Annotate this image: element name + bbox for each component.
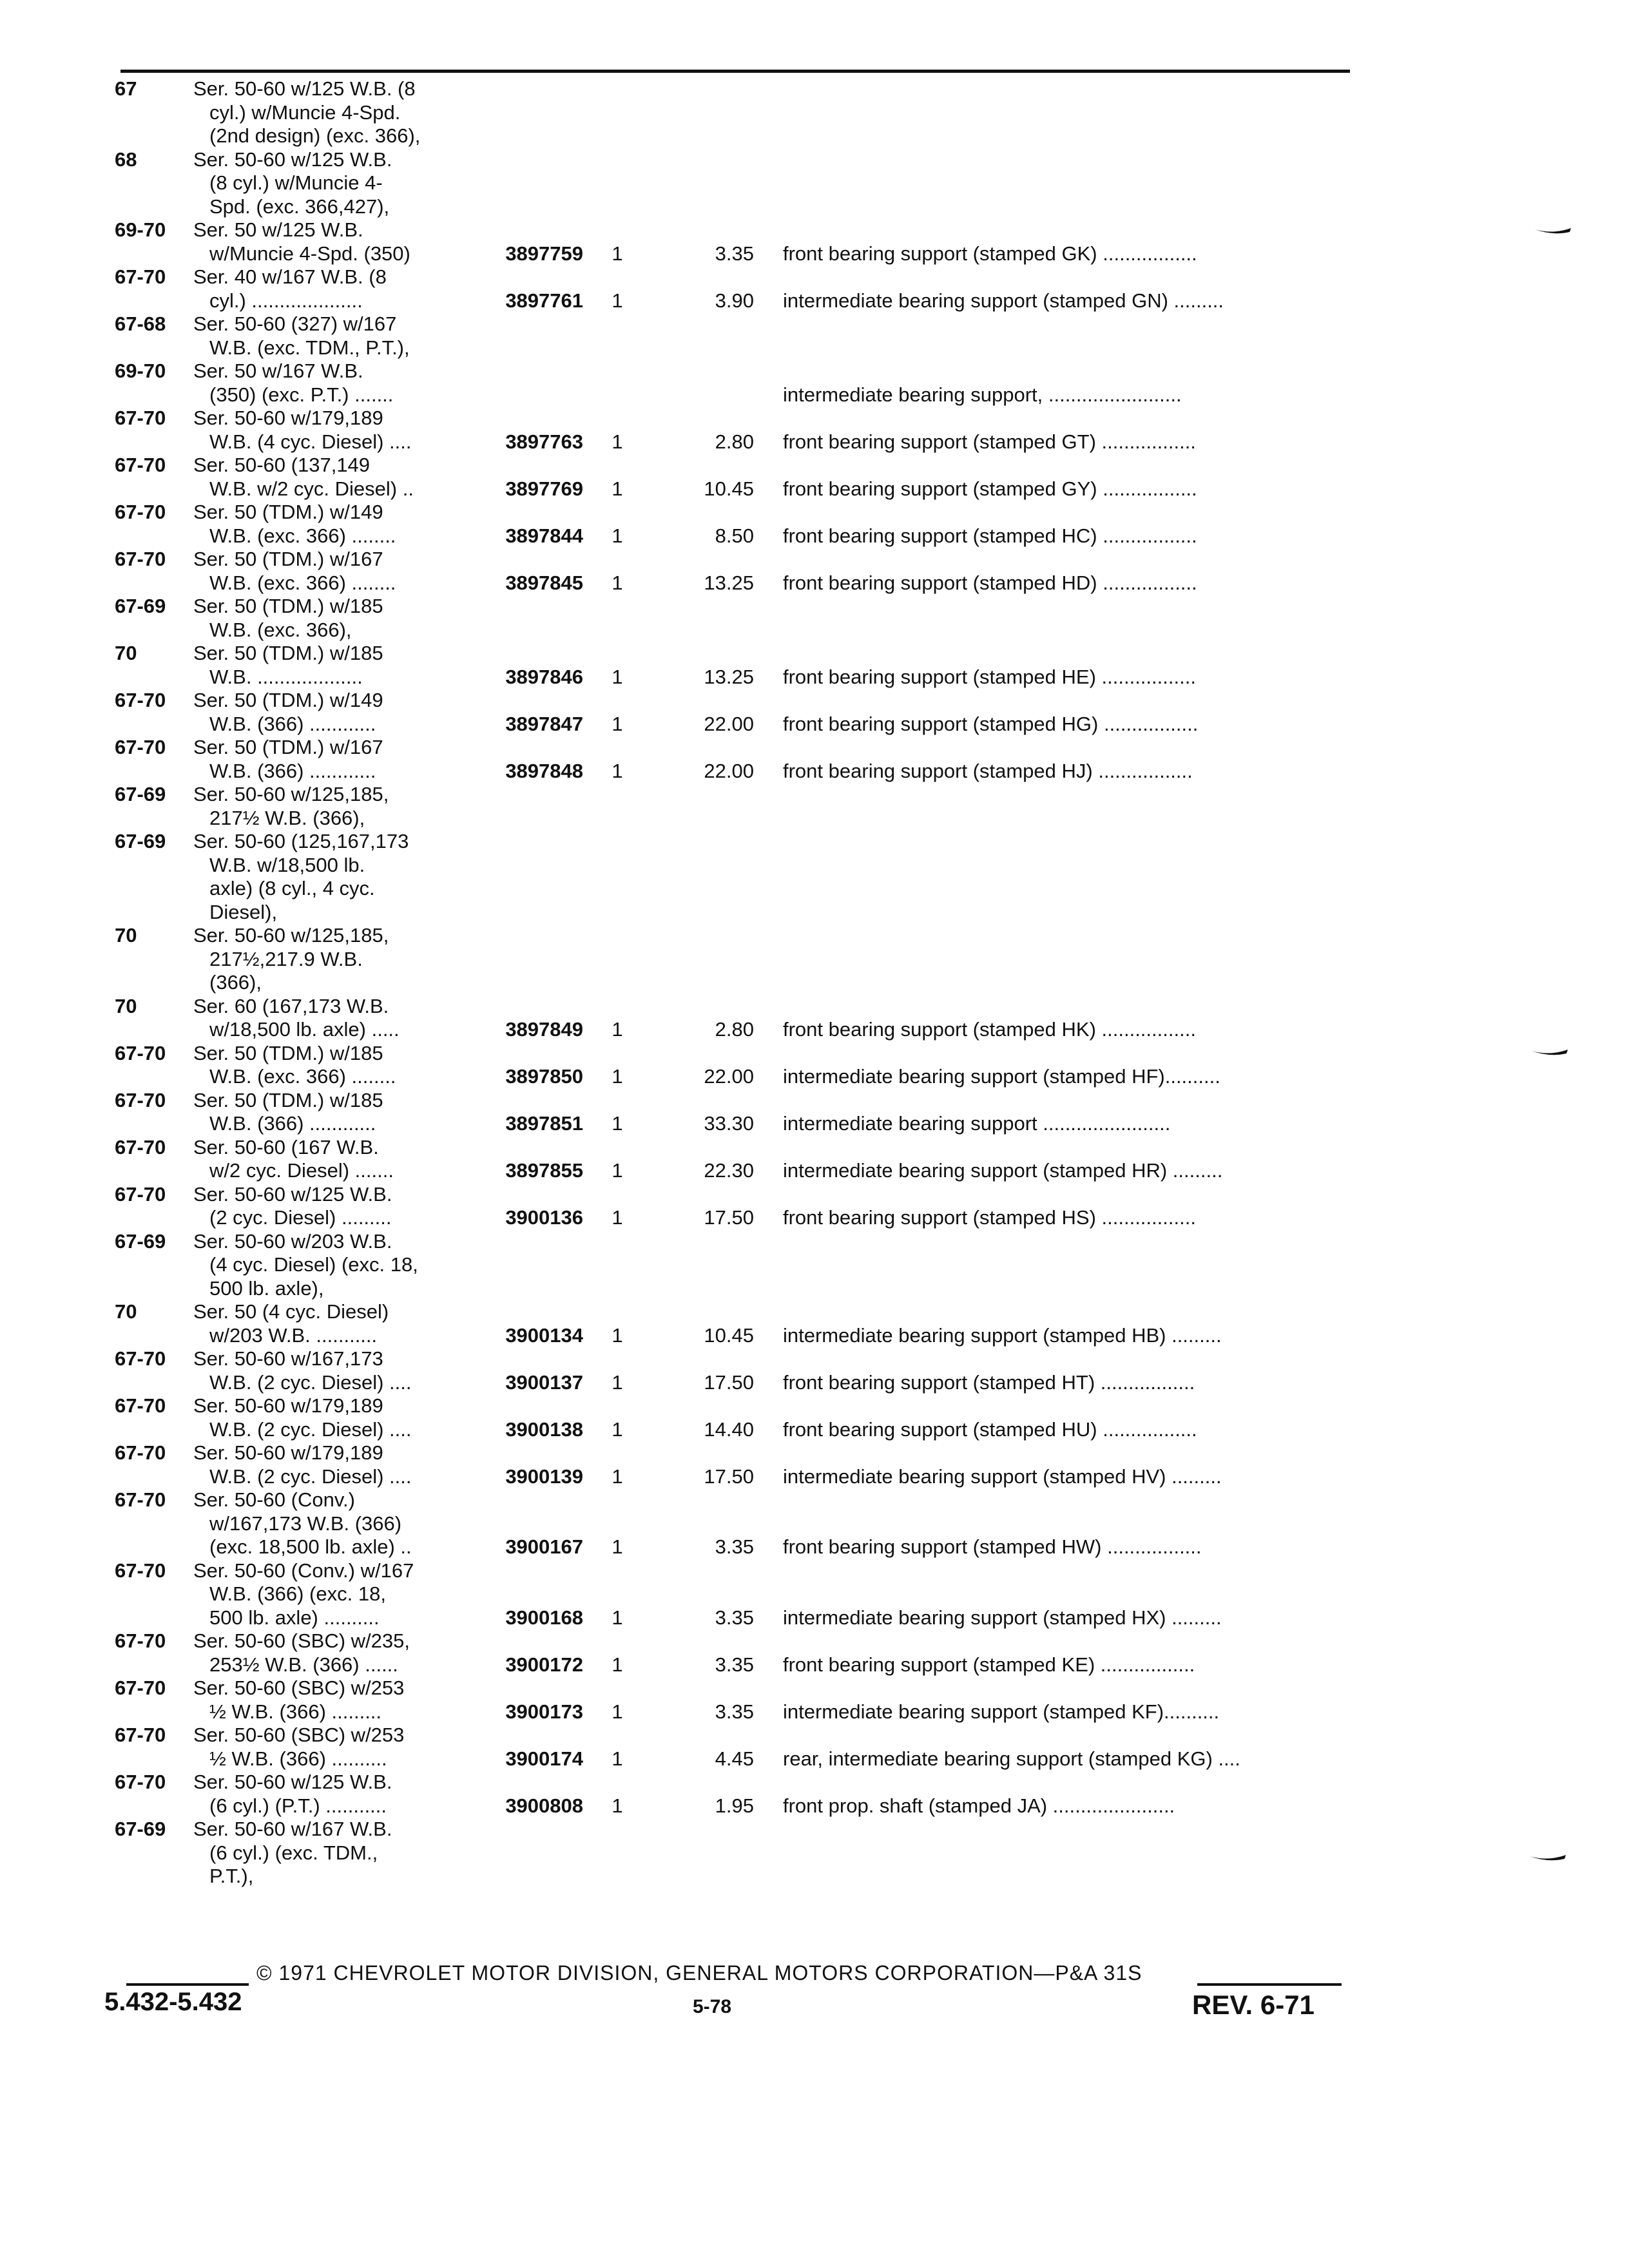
price: 22.00 xyxy=(704,712,754,735)
table-row xyxy=(0,829,1629,854)
application-description: W.B. (exc. 366) ........ xyxy=(209,1065,396,1088)
model-years: 67-70 xyxy=(115,548,166,570)
table-row xyxy=(0,687,1629,713)
quantity: 1 xyxy=(612,289,623,312)
model-years: 67-70 xyxy=(115,454,166,476)
application-description: Ser. 50-60 w/125,185, xyxy=(193,924,389,947)
price: 22.00 xyxy=(704,759,754,782)
quantity: 1 xyxy=(612,1535,623,1558)
application-description: Spd. (exc. 366,427), xyxy=(209,195,390,218)
application-description: Ser. 50 (TDM.) w/167 xyxy=(193,736,383,758)
footer-rule-right xyxy=(1197,1983,1342,1986)
margin-mark xyxy=(1530,1048,1569,1057)
price: 3.35 xyxy=(715,1700,754,1723)
application-description: W.B. ................... xyxy=(209,665,363,688)
model-years: 67-70 xyxy=(115,265,166,288)
price: 3.35 xyxy=(715,1606,754,1629)
part-name: front bearing support (stamped HS) ................. xyxy=(783,1206,1196,1229)
footer-page-number: 5-78 xyxy=(693,1996,732,2017)
table-row xyxy=(0,1840,1629,1866)
price: 22.30 xyxy=(704,1159,754,1182)
part-name: front bearing support (stamped HT) ................. xyxy=(783,1370,1195,1394)
model-years: 67-69 xyxy=(115,1818,166,1840)
table-row xyxy=(0,100,1629,126)
table-row xyxy=(0,852,1629,878)
part-number: 3900139 xyxy=(505,1465,583,1488)
quantity: 1 xyxy=(612,665,623,688)
table-row xyxy=(0,664,1629,690)
price: 13.25 xyxy=(704,665,754,688)
part-number: 3897763 xyxy=(505,430,583,453)
part-number: 3897846 xyxy=(505,665,583,688)
application-description: Ser. 50-60 w/179,189 xyxy=(193,407,383,429)
part-number: 3900137 xyxy=(505,1370,583,1394)
application-description: w/167,173 W.B. (366) xyxy=(209,1512,402,1535)
application-description: W.B. (366) (exc. 18, xyxy=(209,1582,386,1605)
model-years: 67-70 xyxy=(115,1771,166,1793)
price: 10.45 xyxy=(704,1323,754,1347)
table-row xyxy=(0,429,1629,455)
model-years: 67-70 xyxy=(115,1559,166,1582)
application-description: Ser. 50-60 w/125 W.B. xyxy=(193,1771,392,1793)
price: 17.50 xyxy=(704,1465,754,1488)
application-description: Ser. 50-60 w/125 W.B. (8 xyxy=(193,77,416,100)
price: 3.35 xyxy=(715,1535,754,1558)
part-number: 3900172 xyxy=(505,1653,583,1676)
application-description: (exc. 18,500 lb. axle) .. xyxy=(209,1535,412,1558)
part-name: front bearing support (stamped GK) ................. xyxy=(783,242,1197,265)
table-row xyxy=(0,1205,1629,1231)
application-description: W.B. (366) ............ xyxy=(209,712,376,735)
application-description: Ser. 50-60 (SBC) w/253 xyxy=(193,1677,405,1699)
table-row xyxy=(0,405,1629,431)
table-row xyxy=(0,1511,1629,1537)
application-description: axle) (8 cyl., 4 cyc. xyxy=(209,877,375,899)
table-row xyxy=(0,1487,1629,1513)
application-description: Ser. 50 (4 cyc. Diesel) xyxy=(193,1300,389,1323)
application-description: W.B. (exc. 366) ........ xyxy=(209,571,396,594)
part-name: front bearing support (stamped HW) ................. xyxy=(783,1535,1202,1558)
model-years: 67-70 xyxy=(115,1088,166,1111)
part-number: 3900808 xyxy=(505,1794,583,1817)
application-description: w/2 cyc. Diesel) ....... xyxy=(209,1159,394,1182)
footer-rule-left xyxy=(126,1983,249,1986)
footer-section-number: 5.432-5.432 xyxy=(104,1988,242,2016)
margin-mark xyxy=(1534,227,1572,236)
model-years: 67-69 xyxy=(115,1229,166,1253)
application-description: Ser. 50-60 w/125 W.B. xyxy=(193,1182,392,1206)
table-row xyxy=(0,758,1629,784)
application-description: cyl.) w/Muncie 4-Spd. xyxy=(209,101,401,124)
table-row xyxy=(0,476,1629,502)
application-description: W.B. (4 cyc. Diesel) .... xyxy=(209,430,412,453)
application-description: Ser. 50-60 w/167 W.B. xyxy=(193,1818,392,1840)
application-description: (8 cyl.) w/Muncie 4- xyxy=(209,171,383,194)
application-description: W.B. (366) ............ xyxy=(209,1112,376,1135)
table-row xyxy=(0,1417,1629,1443)
table-row xyxy=(0,1440,1629,1466)
application-description: Diesel), xyxy=(209,900,278,923)
table-row xyxy=(0,264,1629,290)
application-description: Ser. 50-60 (SBC) w/235, xyxy=(193,1629,410,1652)
table-row xyxy=(0,711,1629,737)
application-description: W.B. w/2 cyc. Diesel) .. xyxy=(209,477,414,500)
application-description: W.B. (2 cyc. Diesel) .... xyxy=(209,1418,412,1441)
table-row xyxy=(0,1346,1629,1372)
model-years: 67-70 xyxy=(115,736,166,758)
model-years: 67-70 xyxy=(115,1394,166,1417)
model-years: 67-69 xyxy=(115,830,166,852)
application-description: 253½ W.B. (366) ...... xyxy=(209,1653,398,1676)
price: 17.50 xyxy=(704,1206,754,1229)
table-row xyxy=(0,782,1629,807)
quantity: 1 xyxy=(612,1112,623,1135)
application-description: Ser. 50-60 (Conv.) xyxy=(193,1488,355,1511)
model-years: 67-70 xyxy=(115,501,166,523)
quantity: 1 xyxy=(612,1018,623,1041)
price: 3.35 xyxy=(715,242,754,265)
table-row xyxy=(0,994,1629,1019)
part-name: intermediate bearing support (stamped HV) ......... xyxy=(783,1465,1222,1488)
part-name: intermediate bearing support (stamped KF).......... xyxy=(783,1700,1220,1723)
application-description: Ser. 50 (TDM.) w/185 xyxy=(193,1041,383,1064)
quantity: 1 xyxy=(612,1323,623,1347)
part-number: 3900167 xyxy=(505,1535,583,1558)
application-description: Ser. 50-60 (137,149 xyxy=(193,454,371,476)
application-description: Ser. 50-60 w/179,189 xyxy=(193,1394,383,1417)
application-description: (350) (exc. P.T.) ....... xyxy=(209,383,394,406)
table-row xyxy=(0,570,1629,596)
quantity: 1 xyxy=(612,1653,623,1676)
table-row xyxy=(0,1534,1629,1560)
price: 1.95 xyxy=(715,1794,754,1817)
price: 2.80 xyxy=(715,1018,754,1041)
model-years: 68 xyxy=(115,148,137,171)
model-years: 67-70 xyxy=(115,1488,166,1511)
application-description: Ser. 50-60 w/203 W.B. xyxy=(193,1229,392,1253)
table-row xyxy=(0,1064,1629,1090)
application-description: W.B. (2 cyc. Diesel) .... xyxy=(209,1465,412,1488)
table-row xyxy=(0,76,1629,102)
application-description: Ser. 50-60 w/167,173 xyxy=(193,1347,383,1370)
part-number: 3900134 xyxy=(505,1323,583,1347)
table-row xyxy=(0,876,1629,901)
model-years: 67-70 xyxy=(115,1347,166,1370)
application-description: (6 cyl.) (exc. TDM., xyxy=(209,1841,378,1864)
table-row xyxy=(0,311,1629,337)
part-name: intermediate bearing support (stamped HB) ......... xyxy=(783,1323,1222,1347)
margin-mark xyxy=(1528,1854,1567,1863)
application-description: Ser. 50 (TDM.) w/149 xyxy=(193,501,383,523)
application-description: W.B. (2 cyc. Diesel) .... xyxy=(209,1370,412,1394)
table-row xyxy=(0,1628,1629,1654)
table-row xyxy=(0,147,1629,173)
quantity: 1 xyxy=(612,242,623,265)
table-row xyxy=(0,288,1629,314)
price: 33.30 xyxy=(704,1112,754,1135)
table-row xyxy=(0,947,1629,972)
table-row xyxy=(0,1675,1629,1701)
table-row xyxy=(0,452,1629,478)
quantity: 1 xyxy=(612,1370,623,1394)
model-years: 70 xyxy=(115,994,137,1017)
part-name: front bearing support (stamped KE) ................. xyxy=(783,1653,1195,1676)
model-years: 67-68 xyxy=(115,312,166,335)
application-description: Ser. 50-60 w/179,189 xyxy=(193,1441,383,1464)
quantity: 1 xyxy=(612,712,623,735)
quantity: 1 xyxy=(612,571,623,594)
application-description: 217½ W.B. (366), xyxy=(209,806,365,829)
table-row xyxy=(0,1393,1629,1419)
part-number: 3900173 xyxy=(505,1700,583,1723)
table-row xyxy=(0,1699,1629,1725)
part-number: 3900138 xyxy=(505,1418,583,1441)
model-years: 67-70 xyxy=(115,1041,166,1064)
part-number: 3900174 xyxy=(505,1747,583,1770)
table-row xyxy=(0,523,1629,549)
table-row xyxy=(0,1464,1629,1490)
table-row xyxy=(0,335,1629,361)
table-row xyxy=(0,1229,1629,1254)
part-name: front bearing support (stamped HJ) ................. xyxy=(783,759,1193,782)
application-description: 217½,217.9 W.B. xyxy=(209,947,363,970)
model-years: 67-70 xyxy=(115,689,166,711)
part-name: front bearing support (stamped HE) ................. xyxy=(783,665,1196,688)
price: 4.45 xyxy=(715,1747,754,1770)
application-description: Ser. 50-60 (167 W.B. xyxy=(193,1135,379,1158)
table-row xyxy=(0,194,1629,220)
table-row xyxy=(0,1299,1629,1325)
price: 2.80 xyxy=(715,430,754,453)
table-row xyxy=(0,1722,1629,1748)
table-row xyxy=(0,123,1629,149)
application-description: Ser. 50-60 w/125 W.B. xyxy=(193,148,392,171)
application-description: Ser. 50-60 w/125,185, xyxy=(193,783,389,805)
part-name: intermediate bearing support (stamped HR) ......... xyxy=(783,1159,1223,1182)
quantity: 1 xyxy=(612,759,623,782)
table-row xyxy=(0,1323,1629,1349)
price: 3.35 xyxy=(715,1653,754,1676)
application-description: (2nd design) (exc. 366), xyxy=(209,124,421,147)
price: 14.40 xyxy=(704,1418,754,1441)
table-row xyxy=(0,1558,1629,1584)
application-description: ½ W.B. (366) ......... xyxy=(209,1700,382,1723)
model-years: 67-69 xyxy=(115,595,166,617)
application-description: cyl.) .................... xyxy=(209,289,363,312)
table-row xyxy=(0,1863,1629,1889)
price: 13.25 xyxy=(704,571,754,594)
part-number: 3900136 xyxy=(505,1206,583,1229)
application-description: Ser. 50 w/125 W.B. xyxy=(193,218,363,241)
application-description: Ser. 50 (TDM.) w/167 xyxy=(193,548,383,570)
quantity: 1 xyxy=(612,1159,623,1182)
application-description: Ser. 50 w/167 W.B. xyxy=(193,360,363,382)
application-description: Ser. 40 w/167 W.B. (8 xyxy=(193,265,387,288)
model-years: 67 xyxy=(115,77,137,100)
application-description: W.B. (exc. TDM., P.T.), xyxy=(209,336,410,359)
table-row xyxy=(0,499,1629,525)
application-description: (6 cyl.) (P.T.) ........... xyxy=(209,1794,387,1817)
quantity: 1 xyxy=(612,477,623,500)
application-description: W.B. (exc. 366) ........ xyxy=(209,524,396,547)
model-years: 69-70 xyxy=(115,360,166,382)
table-row xyxy=(0,1182,1629,1207)
table-row xyxy=(0,1276,1629,1302)
application-description: Ser. 50 (TDM.) w/185 xyxy=(193,642,383,664)
part-number: 3897848 xyxy=(505,759,583,782)
part-number: 3900168 xyxy=(505,1606,583,1629)
application-description: 500 lb. axle) .......... xyxy=(209,1606,380,1629)
part-name: rear, intermediate bearing support (stamped KG) .... xyxy=(783,1747,1240,1770)
part-name: front bearing support (stamped HC) ................. xyxy=(783,524,1197,547)
table-row xyxy=(0,1017,1629,1043)
price: 3.90 xyxy=(715,289,754,312)
table-row xyxy=(0,1605,1629,1631)
table-row xyxy=(0,1111,1629,1137)
model-years: 67-70 xyxy=(115,1677,166,1699)
part-name: intermediate bearing support (stamped HX) ......... xyxy=(783,1606,1222,1629)
quantity: 1 xyxy=(612,524,623,547)
application-description: Ser. 50-60 (125,167,173 xyxy=(193,830,409,852)
application-description: w/18,500 lb. axle) ..... xyxy=(209,1018,400,1041)
part-number: 3897845 xyxy=(505,571,583,594)
table-row xyxy=(0,970,1629,995)
model-years: 70 xyxy=(115,1300,137,1323)
application-description: ½ W.B. (366) .......... xyxy=(209,1747,387,1770)
price: 10.45 xyxy=(704,477,754,500)
quantity: 1 xyxy=(612,1747,623,1770)
application-description: W.B. (exc. 366), xyxy=(209,618,352,641)
model-years: 67-70 xyxy=(115,1135,166,1158)
model-years: 67-70 xyxy=(115,1441,166,1464)
table-row xyxy=(0,1088,1629,1113)
table-row xyxy=(0,217,1629,243)
part-name: intermediate bearing support, ........................ xyxy=(783,383,1182,406)
table-row xyxy=(0,241,1629,267)
part-number: 3897847 xyxy=(505,712,583,735)
part-number: 3897761 xyxy=(505,289,583,312)
table-row xyxy=(0,1158,1629,1184)
footer-revision: REV. 6-71 xyxy=(1192,1990,1315,2020)
part-name: front bearing support (stamped HU) ................. xyxy=(783,1418,1197,1441)
table-row xyxy=(0,1746,1629,1772)
table-row xyxy=(0,170,1629,196)
part-number: 3897844 xyxy=(505,524,583,547)
part-name: intermediate bearing support (stamped HF).......... xyxy=(783,1065,1220,1088)
table-row xyxy=(0,593,1629,619)
model-years: 67-70 xyxy=(115,407,166,429)
application-description: W.B. (366) ............ xyxy=(209,759,376,782)
footer-copyright: © 1971 CHEVROLET MOTOR DIVISION, GENERAL MOTORS CORPORATION—P&A 31S xyxy=(256,1961,1142,1984)
part-name: front bearing support (stamped HK) ................. xyxy=(783,1018,1196,1041)
model-years: 69-70 xyxy=(115,218,166,241)
model-years: 67-70 xyxy=(115,1182,166,1206)
application-description: Ser. 50-60 (Conv.) w/167 xyxy=(193,1559,414,1582)
part-name: front bearing support (stamped GT) ................. xyxy=(783,430,1196,453)
table-row xyxy=(0,923,1629,948)
part-name: front bearing support (stamped HG) ................. xyxy=(783,712,1199,735)
table-row xyxy=(0,1135,1629,1160)
application-description: 500 lb. axle), xyxy=(209,1276,324,1300)
application-description: Ser. 50-60 (SBC) w/253 xyxy=(193,1724,405,1746)
application-description: Ser. 60 (167,173 W.B. xyxy=(193,994,389,1017)
table-row xyxy=(0,1581,1629,1607)
table-row xyxy=(0,617,1629,643)
part-number: 3897849 xyxy=(505,1018,583,1041)
price: 17.50 xyxy=(704,1370,754,1394)
model-years: 70 xyxy=(115,924,137,947)
application-description: Ser. 50-60 (327) w/167 xyxy=(193,312,397,335)
quantity: 1 xyxy=(612,1206,623,1229)
model-years: 67-69 xyxy=(115,783,166,805)
table-row xyxy=(0,1816,1629,1842)
part-name: front prop. shaft (stamped JA) ...................... xyxy=(783,1794,1175,1817)
table-row xyxy=(0,1041,1629,1066)
model-years: 70 xyxy=(115,642,137,664)
price: 22.00 xyxy=(704,1065,754,1088)
quantity: 1 xyxy=(612,1700,623,1723)
table-row xyxy=(0,358,1629,384)
quantity: 1 xyxy=(612,1606,623,1629)
application-description: P.T.), xyxy=(209,1865,254,1887)
quantity: 1 xyxy=(612,1418,623,1441)
application-description: Ser. 50 (TDM.) w/185 xyxy=(193,595,383,617)
application-description: (366), xyxy=(209,971,262,994)
price: 8.50 xyxy=(715,524,754,547)
table-row xyxy=(0,1370,1629,1396)
quantity: 1 xyxy=(612,1794,623,1817)
application-description: W.B. w/18,500 lb. xyxy=(209,853,365,876)
part-name: intermediate bearing support (stamped GN) ......... xyxy=(783,289,1224,312)
quantity: 1 xyxy=(612,1065,623,1088)
table-row xyxy=(0,805,1629,831)
part-number: 3897759 xyxy=(505,242,583,265)
table-row xyxy=(0,640,1629,666)
table-row xyxy=(0,899,1629,925)
table-row xyxy=(0,1652,1629,1678)
table-row xyxy=(0,735,1629,760)
part-number: 3897855 xyxy=(505,1159,583,1182)
part-name: front bearing support (stamped HD) ................. xyxy=(783,571,1197,594)
table-row xyxy=(0,382,1629,408)
application-description: w/Muncie 4-Spd. (350) xyxy=(209,242,410,265)
application-description: w/203 W.B. ........... xyxy=(209,1323,378,1347)
table-row xyxy=(0,1769,1629,1795)
application-description: Ser. 50 (TDM.) w/185 xyxy=(193,1088,383,1111)
quantity: 1 xyxy=(612,1465,623,1488)
model-years: 67-70 xyxy=(115,1724,166,1746)
application-description: (4 cyc. Diesel) (exc. 18, xyxy=(209,1253,418,1276)
part-number: 3897769 xyxy=(505,477,583,500)
application-description: (2 cyc. Diesel) ......... xyxy=(209,1206,392,1229)
table-row xyxy=(0,1793,1629,1819)
application-description: Ser. 50 (TDM.) w/149 xyxy=(193,689,383,711)
table-row xyxy=(0,546,1629,572)
part-name: intermediate bearing support ....................... xyxy=(783,1112,1171,1135)
table-row xyxy=(0,1252,1629,1278)
part-number: 3897851 xyxy=(505,1112,583,1135)
model-years: 67-70 xyxy=(115,1629,166,1652)
part-name: front bearing support (stamped GY) ................. xyxy=(783,477,1197,500)
quantity: 1 xyxy=(612,430,623,453)
part-number: 3897850 xyxy=(505,1065,583,1088)
